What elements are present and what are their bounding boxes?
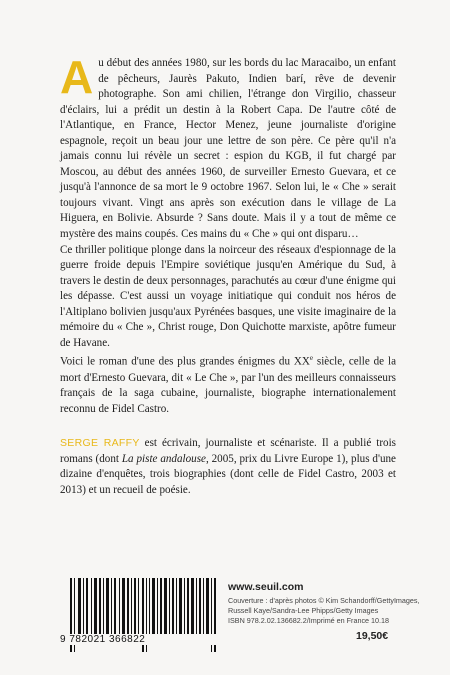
barcode-icon xyxy=(70,578,220,662)
synopsis-paragraph-2: Ce thriller politique plonge dans la noirceur des réseaux d'espionnage de la guerre froide depuis l'Empire soviétique jusqu'en Amérique du Sud, à travers le destin de deux personnages, parachutés au cœur d'une énigme qui les dépasse. C'est aussi un voyage initiatique qui conduit nos héros de l'Altiplano bolivien jusqu'aux Pyrénées basques, une visite imaginaire de la mémoire du « Che », Christ rouge, Don Quichotte marxiste, apôtre fumeur de Havane. xyxy=(60,243,396,349)
publisher-url[interactable]: www.seuil.com xyxy=(228,581,304,593)
author-name: SERGE RAFFY xyxy=(60,437,140,449)
synopsis-paragraph-1: Au début des années 1980, sur les bords du lac Maracaibo, un enfant de pêcheurs, Jaurès Pakuto, Indien barí, rêve de devenir photographe. Son ami chilien, l'étrange don Virgilio, chasseur d'éclairs, lui a prédit un destin à la Robert Capa. De l'autre côté de l'Atlantique, en France, Hector Menez, jeune journaliste d'origine espagnole, reçoit un beau jour une lettre de son père. Ce père qu'il n'a jamais connu lui révèle un secret : espion du KGB, il fut chargé par Moscou, au début des années 1960, de surveiller Ernesto Guevara, et ce jusqu'à l'annonce de sa mort le 9 octobre 1967. Selon lui, le « Che » serait toujours vivant. Vingt ans après son exécution dans le village de La Higuera, en Bolivie. Absurde ? Sans doute. Mais il y a tout de même ce mystère des mains coupés. Ces mains du « Che » qui ont disparu… xyxy=(60,51,396,241)
synopsis-paragraph-3: Voici le roman d'une des plus grandes énigmes du XXe siècle, celle de la mort d'Ernesto Guevara, dit « Le Che », par l'un des meilleurs connaisseurs français de la saga cubaine, journaliste, biographe internationalement reconnu de Fidel Castro. xyxy=(60,354,396,415)
author-bio: SERGE RAFFY est écrivain, journaliste et scénariste. Il a publié trois romans (dont La piste andalouse, 2005, prix du Livre Europe 1), plus d'une dizaine d'enquêtes, trois biographies (dont celle de Fidel Castro, 2003 et 2013) et un recueil de poésie. xyxy=(60,437,397,496)
drop-cap-letter: A xyxy=(60,51,94,103)
book-title: La piste andalouse xyxy=(121,452,206,465)
price-tag: 19,50€ xyxy=(356,630,389,642)
barcode-digits: 9 782021 366822 xyxy=(60,634,220,645)
cover-credits: Couverture : d'après photos © Kim Schandorff/GettyImages, Russell Kaye/Sandra-Lee Phipps/Getty Images ISBN 978.2.02.136682.2/Imprimé en France 10.18 xyxy=(228,596,420,625)
synopsis xyxy=(60,51,396,417)
